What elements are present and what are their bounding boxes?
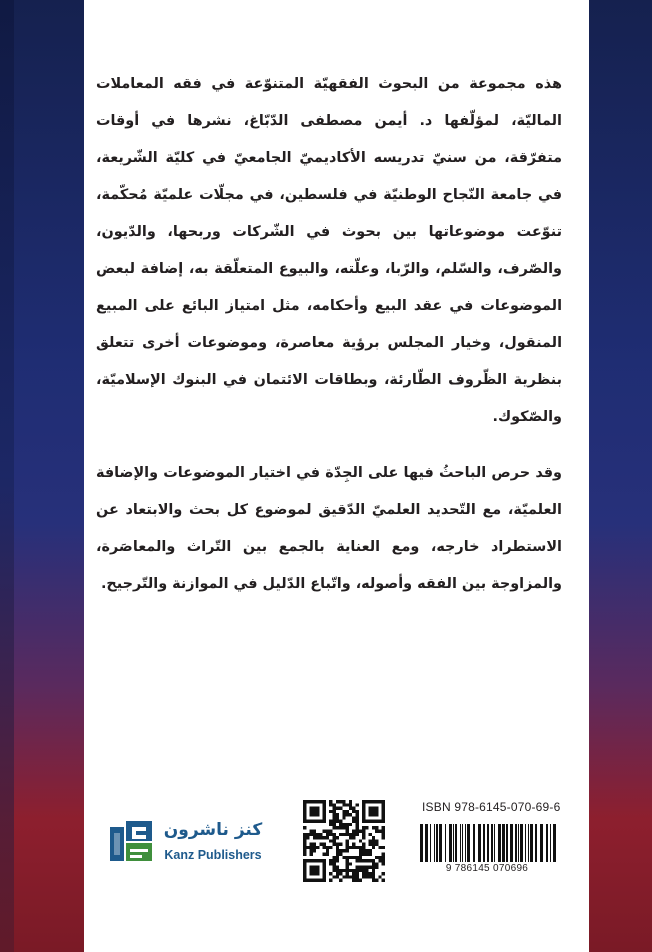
blurb-paragraph-1: هذه مجموعة من البحوث الفقهيّة المتنوّعة في فقه المعاملات الماليّة، لمؤلّفها د. أيمن مصطفى الدّبّاغ، نشرها في أوقات متفرّقة، من سنيّ تدريسه الأكاديميّ الجامعيّ في كليّة الشّريعة، في جامعة النّجاح الوطنيّة في فلسطين، في مجلّات علميّة مُحكّمة، تنوّعت موضوعاتها بين بحوث في الشّركات وربحها، والدّيون، والصّرف، والسّلم، والرّبا، وعلّته، والبيوع المتعلّقة به، إضافة لبعض الموضوعات في عقد البيع وأحكامه، مثل امتياز البائع على المبيع المنقول، وخيار المجلس برؤية معاصرة، وموضوعات أخرى تتعلق بنظرية الظّروف الطّارئة، وبطاقات الائتمان في البنوك الإسلاميّة، والصّكوك. xyxy=(96,76,562,425)
barcode-digits: 9 786145 070696 xyxy=(412,862,562,874)
isbn-label: ISBN 978-6145-070-69-6 xyxy=(422,800,561,814)
publisher-name-english: Kanz Publishers xyxy=(164,848,262,862)
publisher-name-arabic: كنز ناشرون xyxy=(163,820,263,840)
kanz-publishers-logo-icon xyxy=(108,819,154,865)
blurb-paragraph-2: وقد حرص الباحثُ فيها على الجِدّة في اختيار الموضوعات والإضافة العلميّة، مع التّحديد العلميّ الدّقيق لموضوع كل بحث والابتعاد عن الاستطراد خارجه، ومع العناية بالجمع بين التّراث والمعاصَرة، والمزاوجة بين الفقه وأصوله، واتّباع الدّليل في الموازنة والتّرجيح. xyxy=(96,465,562,592)
spine-edge xyxy=(0,0,14,952)
back-cover-blurb xyxy=(96,66,562,603)
qr-code-icon xyxy=(303,800,385,882)
